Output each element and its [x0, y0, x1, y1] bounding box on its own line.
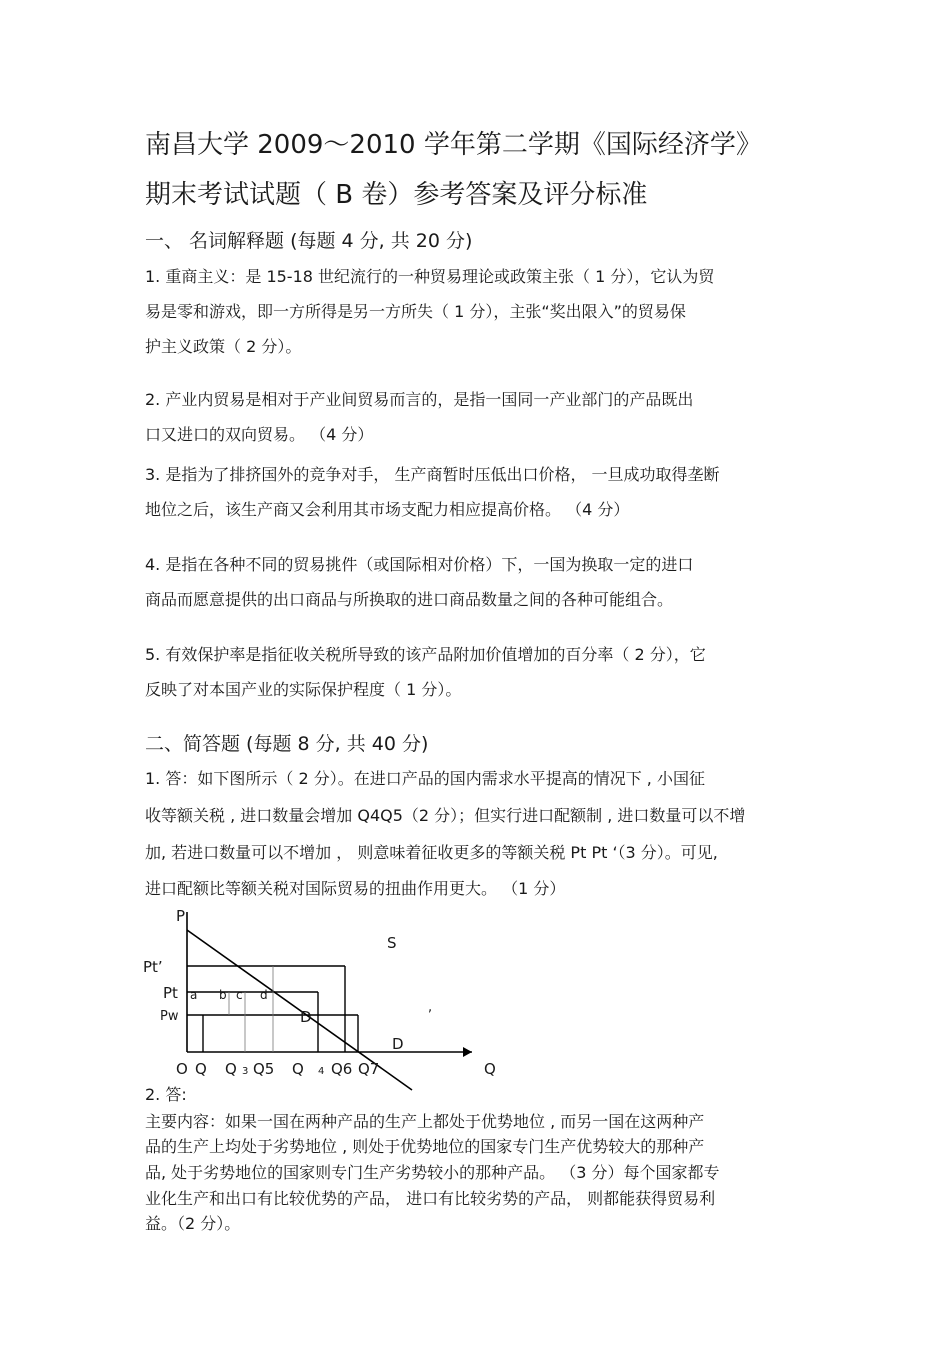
diagram-q1-label: Q [195, 1060, 207, 1078]
s2-q2-line3: 品, 处于劣势地位的国家则专门生产劣势较小的那种产品。 （3 分）每个国家都专 [145, 1163, 720, 1182]
quantity-axis-arrow [463, 1047, 472, 1057]
s2-q2-line4: 业化生产和出口有比较优势的产品， 进口有比较劣势的产品， 则都能获得贸易利 [145, 1189, 716, 1208]
diagram-comma-mark: , [428, 1000, 433, 1015]
diagram-s-label: S [387, 934, 397, 952]
diagram-d-label-lower: D [392, 1035, 404, 1053]
s1-item3-line2: 地位之后，该生产商又会利用其市场支配力相应提高价格。 （4 分） [145, 500, 630, 519]
s2-q2-line5: 益。（2 分）。 [145, 1214, 241, 1233]
diagram-q6-subscript: 4 [318, 1066, 325, 1077]
diagram-q2-label: Q [225, 1060, 237, 1078]
area-d-label: d [260, 988, 268, 1002]
s1-item1-line2: 易是零和游戏，即一方所得是另一方所失（ 1 分），主张“奖出限入”的贸易保 [145, 302, 686, 321]
s2-q2-label: 2. 答: [145, 1085, 187, 1104]
diagram-pw-label: Pw [160, 1009, 179, 1024]
s2-q1-line4: 进口配额比等额关税对国际贸易的扭曲作用更大。 （1 分） [145, 879, 566, 898]
diagram-q8-label: Q7 [358, 1060, 380, 1078]
s2-q2-line2: 品的生产上均处于劣势地位 , 则处于优势地位的国家专门生产优势较大的那种产 [145, 1137, 705, 1156]
s1-item5-line2: 反映了对本国产业的实际保护程度（ 1 分）。 [145, 680, 462, 699]
s1-item4-line2: 商品而愿意提供的出口商品与所换取的进口商品数量之间的各种可能组合。 [145, 590, 674, 609]
s1-item4-line1: 4. 是指在各种不同的贸易挑件（或国际相对价格）下，一国为换取一定的进口 [145, 555, 694, 574]
diagram-q4-label: Q5 [253, 1060, 275, 1078]
diagram-d-label-upper: D [300, 1008, 312, 1026]
s2-q2-line1: 主要内容：如果一国在两种产品的生产上都处于优势地位 , 而另一国在这两种产 [145, 1112, 705, 1131]
page-title-line1: 南昌大学 2009～2010 学年第二学期《国际经济学》 [145, 130, 762, 160]
s1-item3-line1: 3. 是指为了排挤国外的竞争对手， 生产商暂时压低出口价格， 一旦成功取得垄断 [145, 465, 720, 484]
section2-heading: 二、简答题 (每题 8 分, 共 40 分) [145, 733, 429, 755]
area-a-label: a [190, 988, 198, 1002]
diagram-q-axis-label: Q [484, 1060, 496, 1078]
diagram-q5-label: Q [292, 1060, 304, 1078]
s1-item1-line1: 1. 重商主义：是 15-18 世纪流行的一种贸易理论或政策主张（ 1 分），它认为贸 [145, 267, 715, 286]
page-title-line2: 期末考试试题（ B 卷）参考答案及评分标准 [145, 180, 648, 210]
diagram-q7-label: Q6 [331, 1060, 353, 1078]
area-b-label: b [219, 988, 227, 1002]
section1-heading: 一、 名词解释题 (每题 4 分, 共 20 分) [145, 230, 473, 252]
s2-q1-line3: 加, 若进口数量可以不增加 ， 则意味着征收更多的等额关税 Pt Pt ‘（3 分）。可见, [145, 843, 718, 862]
s1-item1-line3: 护主义政策（ 2 分）。 [145, 337, 302, 356]
area-c-label: c [236, 988, 243, 1002]
s1-item2-line2: 口又进口的双向贸易。 （4 分） [145, 425, 374, 444]
s1-item2-line1: 2. 产业内贸易是相对于产业间贸易而言的，是指一国同一产业部门的产品既出 [145, 390, 694, 409]
diagram-p-label: P [176, 907, 186, 925]
s2-q1-line2: 收等额关税 , 进口数量会增加 Q4Q5（2 分）；但实行进口配额制 , 进口数量可以不增 [145, 806, 746, 825]
s1-item5-line1: 5. 有效保护率是指征收关税所导致的该产品附加价值增加的百分率（ 2 分），它 [145, 645, 706, 664]
diagram-origin-label: O [176, 1060, 188, 1078]
diagram-q3-subscript: 3 [242, 1066, 249, 1077]
diagram-pt-label: Pt [163, 984, 178, 1002]
diagram-pt-prime-label: Pt’ [143, 958, 163, 976]
s2-q1-line1: 1. 答：如下图所示（ 2 分）。在进口产品的国内需求水平提高的情况下 , 小国征 [145, 769, 705, 788]
